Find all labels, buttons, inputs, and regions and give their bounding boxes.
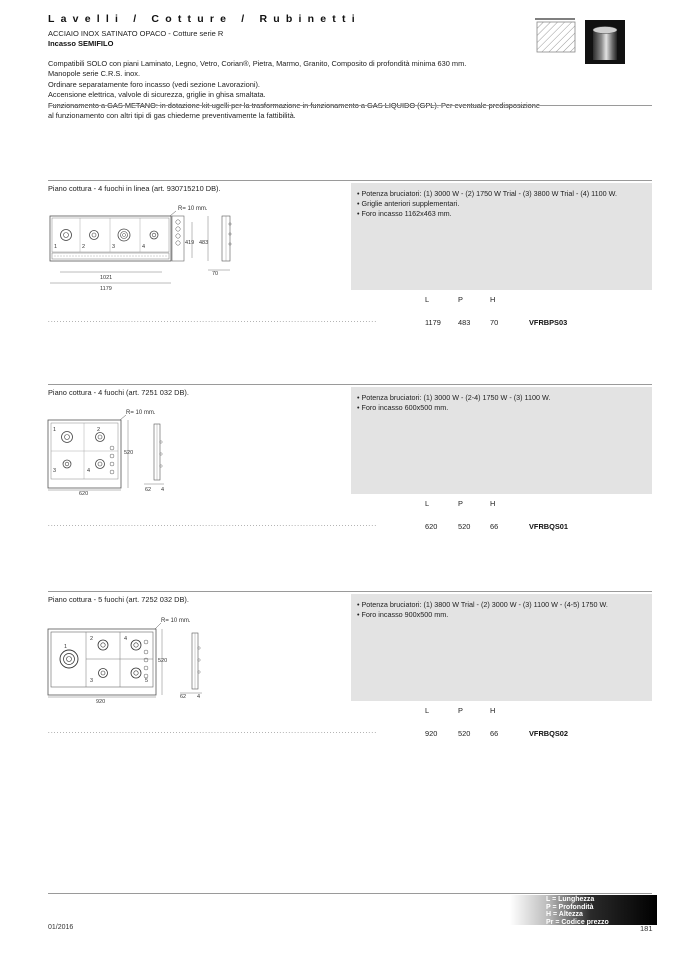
dimension-label: 520 — [124, 450, 134, 456]
spec-line: • Foro incasso 1162x463 mm. — [357, 209, 452, 218]
value-l: 1179 — [425, 318, 441, 327]
dimension-label: 419 — [185, 240, 195, 246]
footer-date: 01/2016 — [48, 924, 74, 931]
divider — [48, 893, 652, 894]
intro-line: Compatibili SOLO con piani Laminato, Legno, Vetro, Corian®, Pietra, Marmo, Granito, Composito di profondità minima 630 mm. — [48, 59, 467, 68]
product-label: Piano cottura - 5 fuochi (art. 7252 032 DB). — [48, 595, 189, 604]
spec-box — [351, 387, 652, 494]
legend-box — [510, 895, 657, 925]
radius-label: R= 10 mm. — [126, 410, 156, 416]
dimension-label: 620 — [79, 491, 89, 496]
page-title: Lavelli / Cotture / Rubinetti — [48, 13, 361, 25]
intro-line: Manopole serie C.R.S. inox. — [48, 69, 141, 79]
column-header-l: L — [425, 499, 430, 508]
value-h: 66 — [490, 522, 499, 531]
spec-line: • Potenza bruciatori: (1) 3000 W - (2) 1750 W Trial - (3) 3800 W Trial - (4) 1100 W. — [357, 189, 618, 198]
spec-box — [351, 183, 652, 290]
divider — [48, 591, 652, 592]
spec-line: • Potenza bruciatori: (1) 3800 W Trial - (2) 3000 W - (3) 1100 W - (4-5) 1750 W. — [357, 600, 608, 609]
dimension-label: 62 — [180, 694, 187, 700]
value-p: 520 — [458, 522, 471, 531]
dimension-label: 1021 — [100, 275, 113, 281]
product-drawing-4-burner — [44, 404, 184, 496]
product-code: VFRBQS01 — [529, 522, 569, 531]
value-l: 920 — [425, 729, 438, 738]
dimension-label: 70 — [212, 271, 219, 277]
spec-line: • Griglie anteriori supplementari. — [357, 199, 460, 208]
legend-item: Pr = Codice prezzo — [546, 918, 609, 926]
burner-number: 2 — [90, 636, 94, 642]
spec-line: • Foro incasso 900x500 mm. — [357, 610, 449, 619]
intro-text — [48, 59, 608, 121]
column-header-l: L — [425, 295, 430, 304]
page-subtitle: ACCIAIO INOX SATINATO OPACO - Cotture serie R — [48, 29, 224, 38]
burner-number: 5 — [145, 678, 149, 684]
column-header-p: P — [458, 706, 463, 715]
product-drawing-5-burner — [44, 612, 214, 704]
leader-dots: ............................................................................................................... — [48, 729, 378, 735]
value-p: 483 — [458, 318, 471, 327]
burner-number: 4 — [87, 468, 91, 474]
dimension-label: 62 — [145, 487, 152, 493]
burner-number: 3 — [53, 468, 57, 474]
product-drawing-inline-4-burner — [44, 200, 240, 292]
spec-box — [351, 594, 652, 701]
burner-number: 1 — [64, 644, 68, 650]
column-header-h: H — [490, 295, 496, 304]
column-header-p: P — [458, 295, 463, 304]
page-number: 181 — [640, 924, 653, 933]
burner-number: 1 — [53, 427, 57, 433]
page-subtitle-bold: Incasso SEMIFILO — [48, 39, 114, 48]
leader-dots: ............................................................................................................... — [48, 318, 378, 324]
burner-number: 3 — [90, 678, 94, 684]
spec-line: • Potenza bruciatori: (1) 3000 W - (2-4) 1750 W - (3) 1100 W. — [357, 393, 551, 402]
intro-line: Ordinare separatamente foro incasso (vedi sezione Lavorazioni). — [48, 79, 260, 89]
column-header-l: L — [425, 706, 430, 715]
burner-number: 4 — [124, 636, 128, 642]
column-header-h: H — [490, 706, 496, 715]
spec-line: • Foro incasso 600x500 mm. — [357, 403, 449, 412]
intro-line: al funzionamento con altri tipi di gas chiederne preventivamente la fattibilità. — [48, 111, 296, 121]
dimension-label: 4 — [197, 694, 201, 700]
burner-number: 4 — [142, 244, 146, 250]
dimension-label: 483 — [199, 240, 209, 246]
legend-item: L = Lunghezza — [546, 896, 595, 903]
value-h: 70 — [490, 318, 499, 327]
dimension-label: 520 — [158, 658, 168, 664]
column-header-h: H — [490, 499, 496, 508]
radius-label: R= 10 mm. — [178, 206, 208, 212]
divider — [48, 384, 652, 385]
burner-number: 3 — [112, 244, 116, 250]
product-code: VFRBPS03 — [529, 318, 568, 327]
dimension-label: 1179 — [100, 286, 112, 292]
value-l: 620 — [425, 522, 438, 531]
column-header-p: P — [458, 499, 463, 508]
product-label: Piano cottura - 4 fuochi in linea (art. 930715210 DB). — [48, 184, 221, 193]
intro-line: Accensione elettrica, valvole di sicurezza, griglie in ghisa smaltata. — [48, 90, 266, 100]
dimension-label: 4 — [161, 487, 165, 493]
legend-item: P = Profondità — [546, 903, 594, 911]
burner-number: 2 — [97, 427, 101, 433]
legend-item: H = Altezza — [546, 911, 583, 919]
leader-dots: ............................................................................................................... — [48, 522, 378, 528]
intro-line: Funzionamento a GAS METANO: in dotazione kit-ugelli per la trasformazione in funzionamento a GAS LIQUIDO (GPL). Per eventuale predisposizione — [48, 100, 540, 110]
dimension-label: 920 — [96, 699, 106, 704]
product-label: Piano cottura - 4 fuochi (art. 7251 032 DB). — [48, 388, 189, 397]
divider — [48, 105, 652, 106]
burner-number: 2 — [82, 244, 86, 250]
value-h: 66 — [490, 729, 499, 738]
value-p: 520 — [458, 729, 471, 738]
product-code: VFRBQS02 — [529, 729, 569, 738]
radius-label: R= 10 mm. — [161, 618, 191, 624]
divider — [48, 180, 652, 181]
burner-number: 1 — [54, 244, 58, 250]
